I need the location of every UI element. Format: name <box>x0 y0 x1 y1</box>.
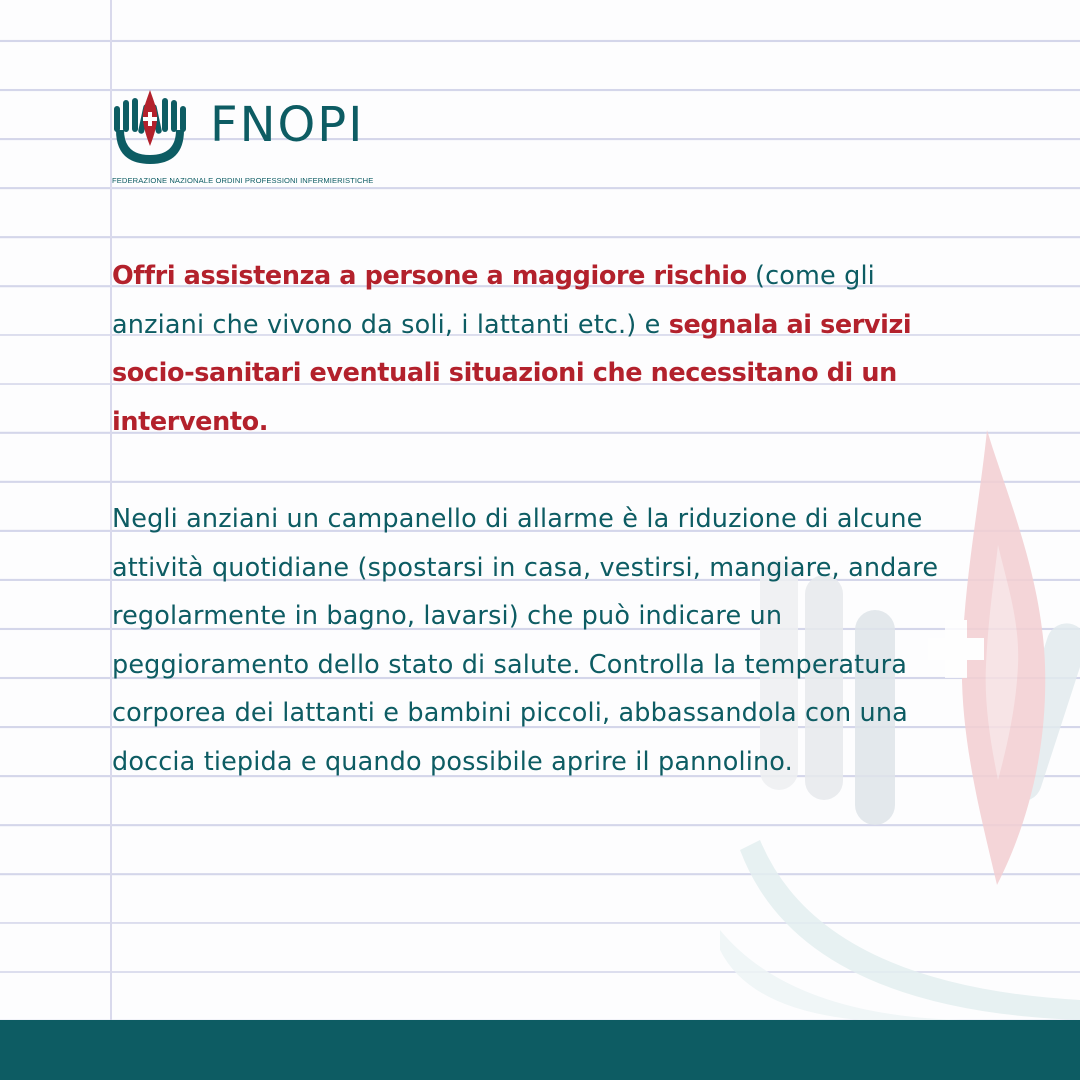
footer-bar <box>0 1020 1080 1080</box>
body-text-1: (come gli anziani che vivono da soli, i lattanti etc.) e <box>112 261 875 340</box>
logo-subtitle: FEDERAZIONE NAZIONALE ORDINI PROFESSIONI INFERMIERISTICHE <box>112 176 374 185</box>
highlight-text-1: Offri assistenza a persone a maggiore rischio <box>112 261 747 291</box>
fnopi-logo <box>110 88 410 188</box>
highlight-text-2: segnala ai servizi socio-sanitari eventuali situazioni che necessitano di un intervento. <box>112 309 912 437</box>
hands-flame-logo-icon <box>110 88 190 170</box>
paragraph-2: Negli anziani un campanello di allarme è la riduzione di alcune attività quotidiane (spostarsi in casa, vestirsi, mangiare, andare regolarmente in bagno, lavarsi) che può indicare un peggioramento dello stato di salute. Controlla la temperatura corporea dei lattanti e bambini piccoli, abbassandola con una doccia tiepida e quando possibile aprire il pannolino. <box>112 504 939 777</box>
paragraph-1 <box>112 252 952 446</box>
logo-title: FNOPI <box>210 97 365 153</box>
main-content <box>112 252 952 786</box>
